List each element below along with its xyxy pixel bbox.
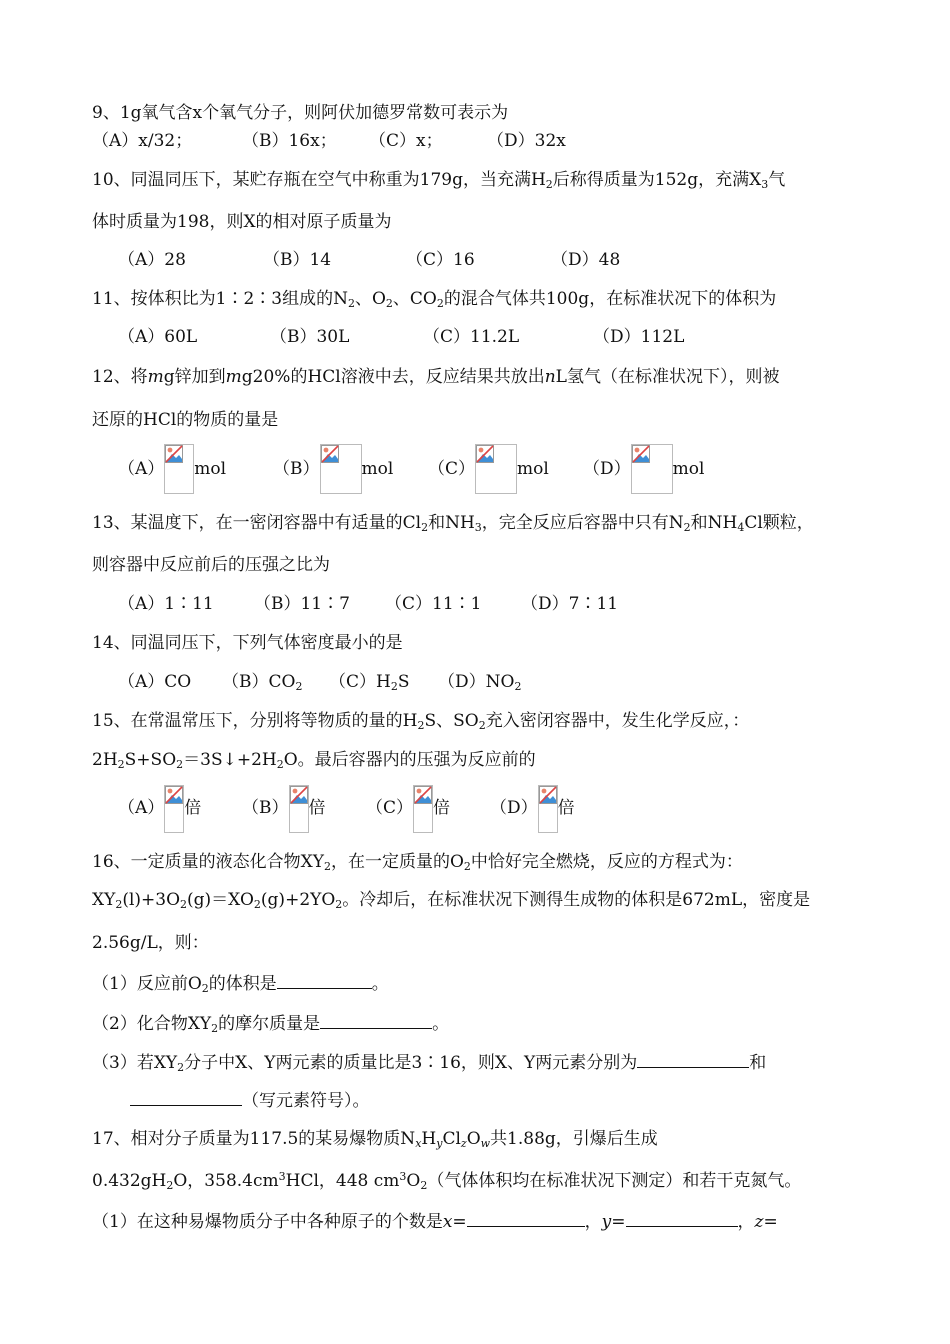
q14-option-c-tail: S [397, 672, 410, 692]
q10-sub-2: 3 [761, 178, 769, 191]
q14-option-b-sub: 2 [295, 680, 303, 693]
q16-sub-2: 2 [463, 860, 471, 873]
q14-option-c-sub: 2 [390, 680, 398, 693]
q14-stem: 14、同温同压下，下列气体密度最小的是 [92, 633, 403, 653]
q13-line1 [92, 512, 814, 534]
q10-options [118, 249, 620, 271]
broken-image-icon [414, 786, 432, 804]
q15-option-d-label: （D） [490, 798, 538, 818]
q17-part1-eq-y: = [611, 1212, 626, 1232]
q16-eq-sub-3: 2 [253, 898, 261, 911]
q16-part3-cont [130, 1089, 370, 1112]
q11-text-b: 、O [354, 289, 386, 309]
q16-text-c: 中恰好完全燃烧，反应的方程式为： [470, 852, 743, 872]
answer-blank[interactable] [467, 1210, 585, 1227]
q12-option-b-label: （B） [273, 459, 320, 479]
q16-part2-text-a: （2）化合物XY [92, 1014, 212, 1034]
q17-part1-z: z [754, 1212, 764, 1232]
q15-eq-d: O。最后容器内的压强为反应前的 [283, 750, 536, 770]
q11-stem [92, 288, 776, 310]
q12-line1 [92, 366, 779, 388]
broken-image-icon [539, 786, 557, 804]
answer-blank[interactable] [626, 1210, 738, 1227]
answer-blank[interactable] [637, 1051, 749, 1068]
answer-blank[interactable] [320, 1012, 432, 1029]
q13-text-e: Cl颗粒， [744, 513, 814, 533]
q15-sub-2: 2 [478, 719, 486, 732]
q17-part1-comma-2: ， [737, 1212, 755, 1232]
q14-option-d-sub: 2 [514, 680, 522, 693]
q17-line2 [92, 1170, 801, 1192]
q10-text-a: 10、同温同压下，某贮存瓶在空气中称重为179g，当充满H [92, 170, 546, 190]
q11-text-d: 的混合气体共100g，在标准状况下的体积为 [443, 289, 777, 309]
q16-eq-e: 。冷却后，在标准状况下测得生成物的体积是672mL，密度是 [342, 890, 811, 910]
q10-line2: 体时质量为198，则X的相对原子质量为 [92, 212, 392, 232]
q17-text-a: 17、相对分子质量为117.5的某易爆物质N [92, 1129, 416, 1149]
q11-options [118, 326, 684, 348]
q16-part1-text-a: （1）反应前O [92, 974, 202, 994]
q10-sub-1: 2 [545, 178, 553, 191]
q12-option-d-unit: mol [672, 459, 705, 479]
q16-eq-sub-4: 2 [335, 898, 343, 911]
q17-l2-c: HCl，448 cm [285, 1171, 400, 1191]
q13-line2: 则容器中反应前后的压强之比为 [92, 555, 330, 575]
q16-line2 [92, 889, 810, 911]
q11-option-d: （D）112L [593, 327, 685, 347]
broken-image-icon [632, 445, 650, 463]
q16-sub-1: 2 [323, 860, 331, 873]
q10-option-b: （B）14 [263, 250, 332, 270]
q15-sub-1: 2 [417, 719, 425, 732]
q13-options [118, 593, 618, 615]
q12-option-c-unit: mol [517, 459, 549, 479]
q9-option-b: （B）16x； [242, 131, 337, 151]
q13-sub-3: 2 [683, 521, 691, 534]
q16-eq-sub-2: 2 [180, 898, 188, 911]
q11-text-a: 11、按体积比为1∶2∶3组成的N [92, 289, 348, 309]
q12-text-a: 12、将 [92, 367, 148, 387]
q16-part1 [92, 972, 389, 995]
q15-eq-c: ＝3S↓+2H [183, 750, 277, 770]
q12-option-d [583, 444, 704, 494]
q16-part2-text-b: 的摩尔质量是 [218, 1014, 321, 1034]
q12-option-b [273, 444, 428, 494]
q17-l2-d: O [406, 1171, 421, 1191]
q16-part3-text-a: （3）若XY [92, 1053, 178, 1073]
q10-line1 [92, 169, 785, 191]
broken-image-icon [476, 445, 494, 463]
q17-l2-e: （气体体积均在标准状况下测定）和若干克氮气。 [427, 1171, 802, 1191]
q10-option-a: （A）28 [118, 250, 186, 270]
broken-image-icon [165, 786, 183, 804]
q17-part1-comma-1: ， [584, 1212, 602, 1232]
q16-eq-c: (g)＝XO [187, 890, 254, 910]
q16-eq-d: (g)+2YO [260, 890, 336, 910]
q15-eq-sub-1: 2 [117, 758, 125, 771]
q17-part1 [92, 1210, 778, 1233]
q13-text-b: 和NH [428, 513, 475, 533]
q9-stem [92, 102, 508, 124]
q15-option-c-unit: 倍 [433, 798, 451, 818]
q15-option-a-unit: 倍 [184, 798, 202, 818]
q15-text-c: 充入密闭容器中，发生化学反应，： [485, 711, 750, 731]
q9-options [92, 130, 566, 152]
q17-text-b: H [421, 1129, 437, 1149]
q15-text-a: 15、在常温常压下，分别将等物质的量的H [92, 711, 418, 731]
q17-l2-a: 0.432gH [92, 1171, 167, 1191]
q13-text-a: 13、某温度下，在一密闭容器中有适量的Cl [92, 513, 422, 533]
q13-sub-4: 4 [737, 521, 745, 534]
q14-option-b-text: （B）CO [222, 672, 296, 692]
q10-option-d: （D）48 [551, 250, 621, 270]
q10-option-c: （C）16 [406, 250, 475, 270]
q16-part3-tail: （写元素符号）。 [242, 1091, 370, 1111]
q17-text-d: O [466, 1129, 481, 1149]
q16-eq-a: XY [92, 890, 116, 910]
broken-image-icon [321, 445, 339, 463]
answer-blank[interactable] [130, 1089, 242, 1106]
q12-text-b: g锌加到 [163, 367, 226, 387]
q14-option-d [438, 671, 521, 693]
q15-option-b [242, 785, 366, 833]
q16-part2-end: 。 [432, 1014, 450, 1034]
q14-option-c [329, 671, 438, 693]
q12-option-c [428, 444, 583, 494]
formula-image-placeholder [475, 444, 517, 494]
q16-part1-text-b: 的体积是 [208, 974, 277, 994]
q17-l2-sup-2: 3 [399, 1170, 407, 1183]
formula-image-placeholder [538, 785, 558, 833]
q12-var-n: n [544, 367, 556, 387]
q15-option-c-label: （C） [366, 798, 414, 818]
q11-sub-3: 2 [436, 297, 444, 310]
q17-part1-eq-x: = [452, 1212, 467, 1232]
q13-text-c: ，完全反应后容器中只有N [481, 513, 684, 533]
q16-part2-sub: 2 [211, 1022, 219, 1035]
q10-text-b: 后称得质量为152g，充满X [552, 170, 762, 190]
formula-image-placeholder [413, 785, 433, 833]
q15-eq-sub-2: 2 [176, 758, 184, 771]
q16-part3-sub: 2 [177, 1061, 185, 1074]
q15-line2 [92, 749, 536, 771]
formula-image-placeholder [631, 444, 673, 494]
q16-part2 [92, 1012, 449, 1035]
q15-option-d [490, 785, 575, 833]
q14-options [118, 671, 521, 693]
q15-options [118, 785, 575, 837]
q12-text-d: L氢气（在标准状况下），则被 [555, 367, 780, 387]
formula-image-placeholder [164, 785, 184, 833]
q11-option-c: （C）11.2L [423, 327, 520, 347]
q15-text-b: S、SO [424, 711, 479, 731]
q9-option-d: （D）32x [487, 131, 566, 151]
q15-option-b-unit: 倍 [308, 798, 326, 818]
q17-text-c: Cl [442, 1129, 461, 1149]
broken-image-icon [290, 786, 308, 804]
q15-line1 [92, 710, 749, 732]
q12-var-m1: m [147, 367, 164, 387]
q17-part1-y: y [601, 1212, 612, 1232]
q17-line1 [92, 1128, 658, 1150]
formula-image-placeholder [320, 444, 362, 494]
q16-text-b: ，在一定质量的O [330, 852, 464, 872]
q12-option-b-unit: mol [361, 459, 394, 479]
q15-eq-b: S+SO [124, 750, 177, 770]
formula-image-placeholder [289, 785, 309, 833]
q14-option-d-text: （D）NO [438, 672, 515, 692]
q9-option-c: （C）x； [369, 131, 443, 151]
q17-part1-text: （1）在这种易爆物质分子中各种原子的个数是 [92, 1212, 443, 1232]
answer-blank[interactable] [277, 972, 372, 989]
q12-option-a-label: （A） [118, 459, 165, 479]
q13-sub-1: 2 [421, 521, 429, 534]
q15-option-d-unit: 倍 [557, 798, 575, 818]
q14-option-a: （A）CO [118, 672, 192, 692]
q12-option-a-unit: mol [194, 459, 227, 479]
q9-stem-text: 9、1g氧气含x个氧气分子，则阿伏加德罗常数可表示为 [92, 103, 509, 123]
q17-text-e: 共1.88g，引爆后生成 [490, 1129, 658, 1149]
q13-text-d: 和NH [690, 513, 738, 533]
q17-l2-sub-1: 2 [166, 1179, 174, 1192]
q16-eq-sub-1: 2 [115, 898, 123, 911]
q16-part3 [92, 1051, 766, 1074]
q14-option-b [222, 671, 329, 693]
q13-option-d: （D）7∶11 [521, 594, 619, 614]
q16-part1-end: 。 [371, 974, 389, 994]
q11-option-a: （A）60L [118, 327, 198, 347]
q17-sub-z: z [460, 1137, 467, 1150]
broken-image-icon [165, 445, 183, 463]
q11-text-c: 、CO [392, 289, 437, 309]
q15-option-c [366, 785, 490, 833]
q10-text-c: 气 [768, 170, 786, 190]
q17-sub-x: x [415, 1137, 422, 1150]
q11-option-b: （B）30L [270, 327, 350, 347]
q12-var-m2: m [225, 367, 242, 387]
q16-text-a: 16、一定质量的液态化合物XY [92, 852, 324, 872]
q13-option-c: （C）11∶1 [385, 594, 482, 614]
q9-option-a: （A）x/32； [92, 131, 193, 151]
q12-option-c-label: （C） [428, 459, 476, 479]
q15-eq-sub-3: 2 [276, 758, 284, 771]
q15-option-a-label: （A） [118, 798, 165, 818]
q13-option-a: （A）1∶11 [118, 594, 214, 614]
q17-sub-w: w [480, 1137, 491, 1150]
q15-eq-a: 2H [92, 750, 118, 770]
q13-sub-2: 3 [474, 521, 482, 534]
q17-l2-sup-1: 3 [278, 1170, 286, 1183]
q16-part3-and: 和 [749, 1053, 767, 1073]
q17-part1-x: x [442, 1212, 453, 1232]
formula-image-placeholder [164, 444, 194, 494]
q11-sub-2: 2 [385, 297, 393, 310]
q16-line3: 2.56g/L，则： [92, 933, 209, 953]
q14-option-c-text: （C）H [329, 672, 391, 692]
q12-option-a [118, 444, 273, 494]
q15-option-a [118, 785, 242, 833]
q17-sub-y: y [436, 1137, 443, 1150]
q16-line1 [92, 851, 743, 873]
q11-sub-1: 2 [347, 297, 355, 310]
q13-option-b: （B）11∶7 [254, 594, 350, 614]
q12-options [118, 444, 704, 496]
q17-part1-eq-z: = [763, 1212, 778, 1232]
q16-part1-sub: 2 [201, 982, 209, 995]
q15-option-b-label: （B） [242, 798, 289, 818]
q16-eq-b: (l)+3O [122, 890, 181, 910]
q12-option-d-label: （D） [583, 459, 631, 479]
q17-l2-b: O，358.4cm [173, 1171, 279, 1191]
q12-text-c: g20%的HCl溶液中去，反应结果共放出 [241, 367, 545, 387]
q12-line2: 还原的HCl的物质的量是 [92, 410, 279, 430]
q17-l2-sub-2: 2 [420, 1179, 428, 1192]
q16-part3-text-b: 分子中X、Y两元素的质量比是3∶16，则X、Y两元素分别为 [184, 1053, 638, 1073]
